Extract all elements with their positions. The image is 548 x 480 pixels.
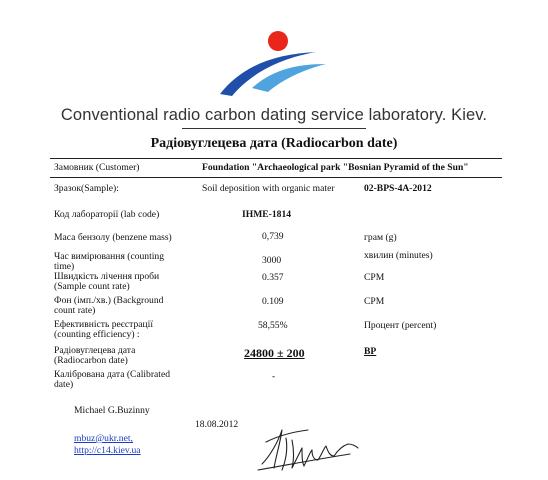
logo-red-dot: [268, 31, 288, 51]
row-value: IHME-1814: [242, 209, 292, 220]
row-unit: хвилин (minutes): [364, 250, 433, 261]
row-label-cont: time): [54, 261, 75, 272]
row-label: Калібрована дата (Calibrated: [54, 369, 171, 380]
row-label: Код лабораторії (lab code): [54, 209, 160, 220]
row-unit: Процент (percent): [364, 320, 437, 331]
sample-code: 02-BPS-4A-2012: [364, 183, 432, 194]
row-value: -: [272, 371, 276, 382]
sample-description: Soil deposition with organic mater: [202, 183, 335, 194]
lab-logo: [212, 28, 332, 100]
radiocarbon-date-value: 24800 ± 200: [244, 346, 305, 360]
row-label: Ефективність реєстрації: [54, 319, 154, 330]
row-value: 3000: [262, 255, 282, 266]
sample-label: Зразок(Sample):: [54, 183, 119, 194]
document-title: Радіовуглецева дата (Radiocarbon date): [150, 136, 398, 151]
email-link[interactable]: mbuz@ukr.net,: [74, 433, 133, 444]
handwritten-signature: [252, 420, 362, 476]
website-link[interactable]: http://c14.kiev.ua: [74, 445, 141, 456]
row-label: Фон (імп./хв.) (Background: [54, 295, 164, 306]
header-rule: [50, 177, 502, 178]
row-label-cont: date): [54, 379, 74, 390]
row-label: Маса бензолу (benzene mass): [54, 232, 172, 243]
title-rule: [182, 128, 366, 129]
issue-date: 18.08.2012: [195, 419, 239, 430]
signer-name: Michael G.Buzinny: [74, 405, 150, 416]
row-label: Швидкість лічення проби: [54, 271, 160, 282]
row-label-cont: (counting efficiency) :: [54, 329, 140, 340]
row-unit: грам (g): [364, 232, 397, 243]
row-label-cont: count rate): [54, 305, 96, 316]
row-label: Час вимірювання (counting: [54, 251, 165, 262]
radiocarbon-date-unit: BP: [364, 346, 377, 357]
customer-value: Foundation "Archaeological park "Bosnian Pyramid of the Sun": [202, 162, 469, 173]
table-top-rule: [50, 158, 502, 159]
row-label-cont: (Radiocarbon date): [54, 355, 128, 366]
row-unit: CPM: [364, 272, 385, 283]
row-unit: CPM: [364, 296, 385, 307]
row-value: 0,739: [262, 231, 284, 242]
row-value: 0.357: [262, 272, 284, 283]
lab-name: Conventional radio carbon dating service laboratory. Kiev.: [60, 106, 488, 124]
row-label: Радіовуглецева дата: [54, 345, 136, 356]
row-value: 58,55%: [258, 320, 288, 331]
customer-label: Замовник (Customer): [54, 162, 140, 173]
row-value: 0.109: [262, 296, 284, 307]
row-label-cont: (Sample count rate): [54, 281, 130, 292]
